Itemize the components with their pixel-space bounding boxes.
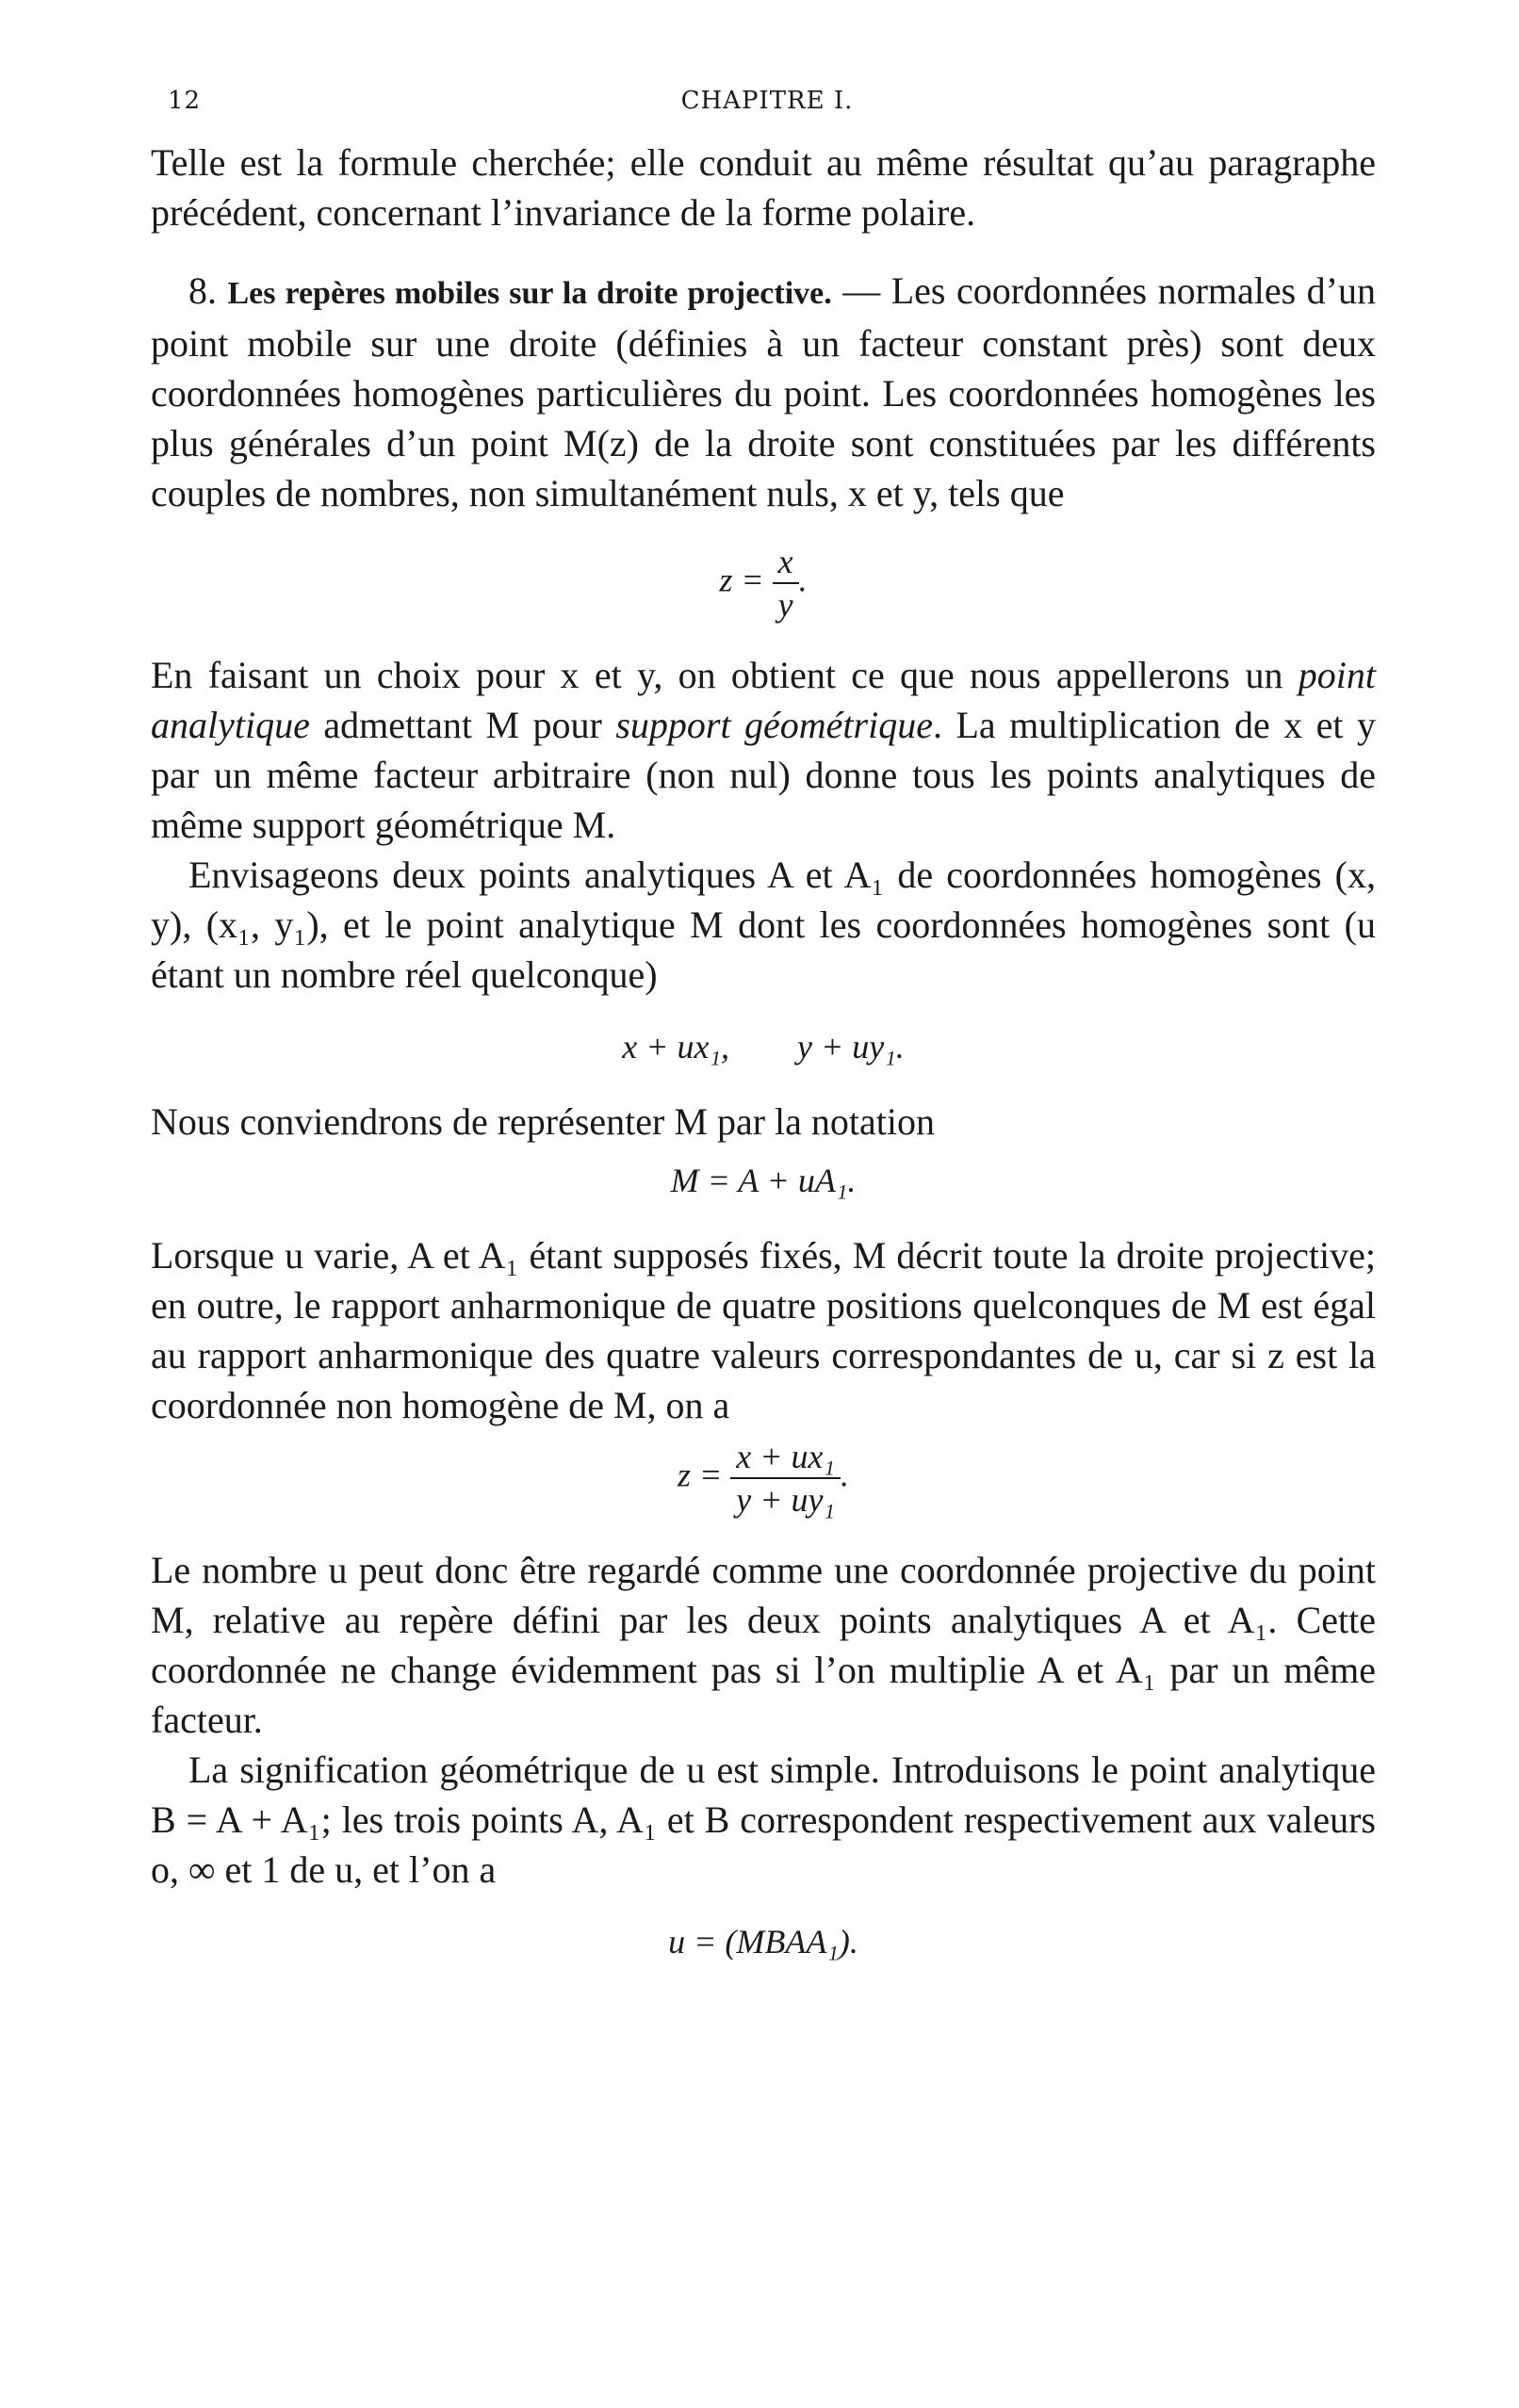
paragraph-8: La signification géométrique de u est simple. Introduisons le point analytique B = A + A₁; les trois points A, A₁ et B correspondent respectivement aux valeurs o, ∞ et 1 de u, et l’on a bbox=[151, 1749, 1376, 1891]
p3-emphasis-2: support géométrique bbox=[615, 704, 933, 746]
paragraph-3 bbox=[151, 650, 1376, 850]
eq1-end: . bbox=[798, 561, 808, 599]
equation-2: x + ux₁, y + uy₁. bbox=[622, 1028, 905, 1066]
section-title: Les repères mobiles sur la droite projective. bbox=[227, 276, 832, 311]
p3-part-a: En faisant un choix pour x et y, on obtient ce que nous appellerons un bbox=[151, 654, 1298, 696]
p3-part-b: admettant M pour bbox=[309, 704, 616, 746]
eq1-fraction bbox=[773, 541, 799, 626]
section-text: — Les coordonnées normales d’un point mobile sur une droite (définies à un facteur constant près) sont deux coordonnées homogènes particulières du point. Les coordonnées homogènes les plus générales d’un point M(z) de la droite sont constituées par les différents couples de nombres, non simultanément nuls, x et y, tels que bbox=[151, 269, 1377, 514]
equation-1 bbox=[151, 541, 1376, 626]
eq1-denominator: y bbox=[777, 586, 793, 624]
chapter-title: CHAPITRE I. bbox=[680, 87, 854, 115]
equation-3: M = A + uA₁. bbox=[670, 1162, 857, 1199]
paragraph-6: Lorsque u varie, A et A₁ étant supposés fixés, M décrit toute la droite projective; en outre, le rapport anharmonique de quatre positions quelconques de M est égal au rapport anharmonique des quatre valeurs correspondantes de u, car si z est la coordonnée non homogène de M, on a bbox=[151, 1234, 1376, 1426]
eq4-lhs: z = bbox=[677, 1456, 723, 1494]
eq4-denominator: y + uy₁ bbox=[736, 1481, 836, 1519]
paragraph-4: Envisageons deux points analytiques A et A₁ de coordonnées homogènes (x, y), (x₁, y₁), et le point analytique M dont les coordonnées homogènes sont (u étant un nombre réel quelconque) bbox=[151, 854, 1376, 996]
equation-5: u = (MBAA₁). bbox=[668, 1923, 858, 1961]
eq1-lhs: z = bbox=[719, 561, 764, 599]
paragraph-7: Le nombre u peut donc être regardé comme une coordonnée projective du point M, relative au repère défini par les deux points analytiques A et A₁. Cette coordonnée ne change évidemment pas si l’on multiplie A et A₁ par un même facteur. bbox=[151, 1549, 1376, 1741]
paragraph-1: Telle est la formule cherchée; elle conduit au même résultat qu’au paragraphe précédent, concernant l’invariance de la forme polaire. bbox=[151, 141, 1376, 234]
page-header bbox=[168, 87, 1366, 124]
paragraph-5: Nous conviendrons de représenter M par la notation bbox=[151, 1100, 935, 1143]
section-number: 8. bbox=[188, 269, 217, 312]
eq4-numerator: x + ux₁ bbox=[730, 1436, 841, 1479]
p3-part-c: . La multiplication de x et y par un même facteur arbitraire (non nul) donne tous les points analytiques de même support géométrique M. bbox=[151, 704, 1376, 846]
eq4-fraction bbox=[730, 1436, 841, 1521]
page-body bbox=[151, 138, 1376, 1992]
section-8-paragraph bbox=[151, 266, 1376, 518]
page-number: 12 bbox=[168, 87, 202, 115]
eq1-numerator: x bbox=[773, 541, 799, 584]
equation-4 bbox=[151, 1436, 1376, 1521]
p3-emphasis-1: point analytique bbox=[151, 654, 1376, 746]
eq4-end: . bbox=[841, 1456, 850, 1494]
